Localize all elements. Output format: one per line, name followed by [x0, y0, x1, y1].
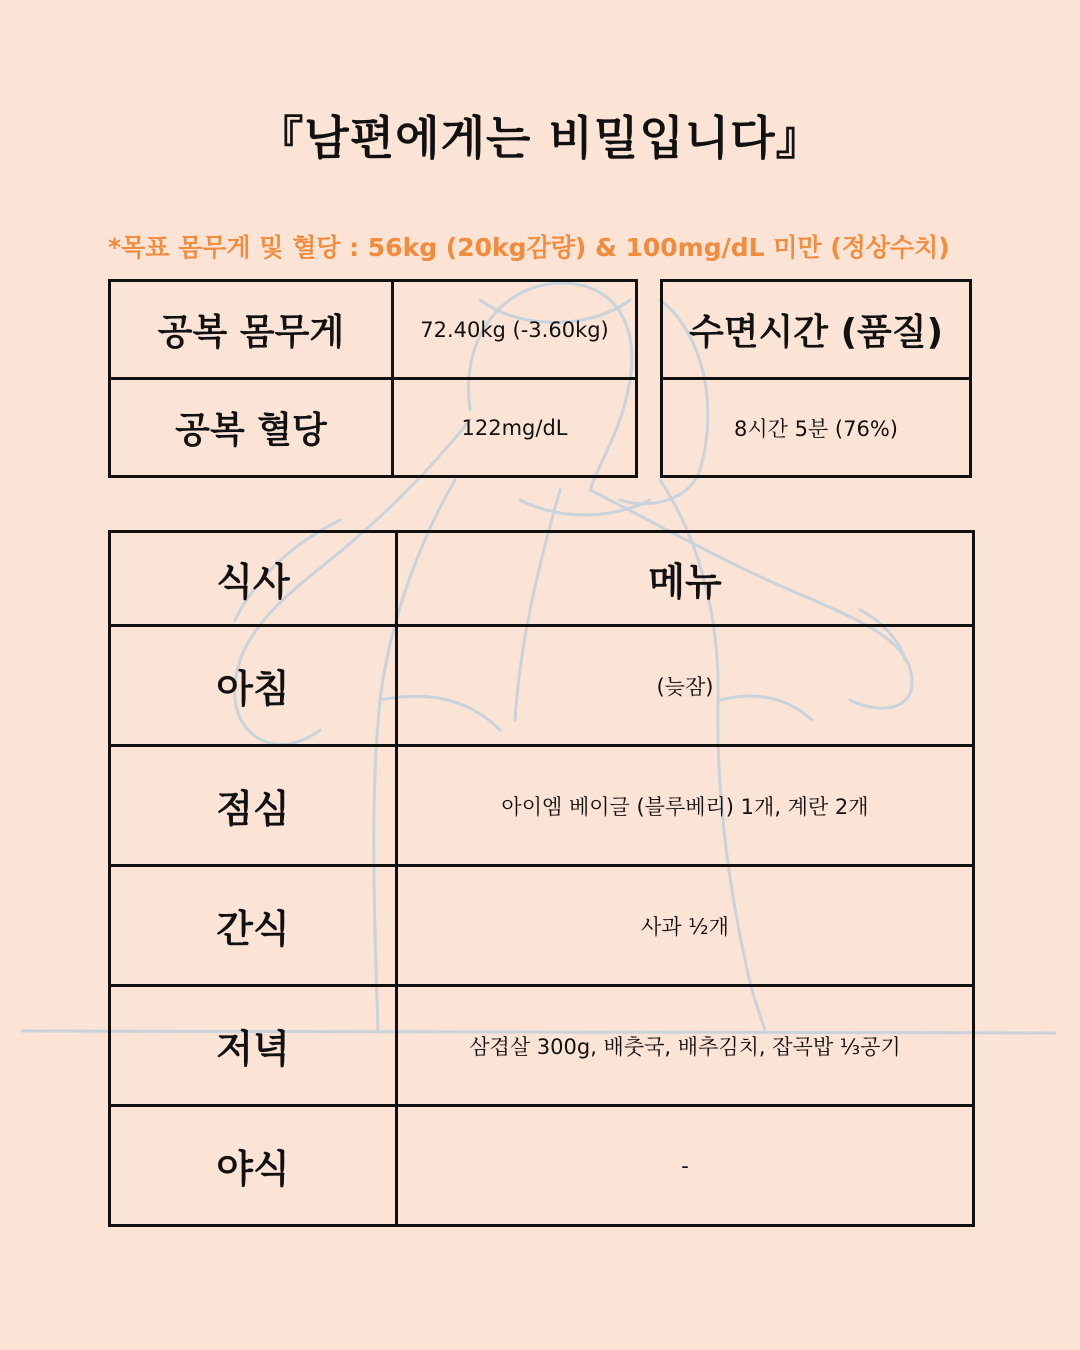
table-row — [110, 379, 637, 477]
meal-menu: 아이엠 베이글 (블루베리) 1개, 계란 2개 — [397, 746, 974, 866]
meal-menu: - — [397, 1106, 974, 1226]
meal-name: 간식 — [110, 866, 397, 986]
table-row — [662, 281, 971, 379]
menu-column-header: 메뉴 — [397, 532, 974, 626]
table-row — [110, 281, 637, 379]
meal-name: 야식 — [110, 1106, 397, 1226]
meal-column-header: 식사 — [110, 532, 397, 626]
fasting-stats-table — [108, 279, 638, 478]
table-row — [110, 1106, 974, 1226]
meal-name: 저녁 — [110, 986, 397, 1106]
sleep-label: 수면시간 (품질) — [662, 281, 971, 379]
glucose-label: 공복 혈당 — [110, 379, 393, 477]
meal-name: 아침 — [110, 626, 397, 746]
meal-menu: 사과 ½개 — [397, 866, 974, 986]
goal-note: *목표 몸무게 및 혈당 : 56kg (20kg감량) & 100mg/dL 미만 (정상수치) — [108, 233, 950, 262]
table-row — [110, 986, 974, 1106]
table-row — [110, 626, 974, 746]
meal-table — [108, 530, 975, 1227]
sleep-value: 8시간 5분 (76%) — [662, 379, 971, 477]
weight-label: 공복 몸무게 — [110, 281, 393, 379]
table-row — [110, 746, 974, 866]
meal-menu: 삼겹살 300g, 배춧국, 배추김치, 잡곡밥 ⅓공기 — [397, 986, 974, 1106]
glucose-value: 122mg/dL — [393, 379, 637, 477]
table-row — [110, 866, 974, 986]
weight-value: 72.40kg (-3.60kg) — [393, 281, 637, 379]
table-row — [662, 379, 971, 477]
table-header-row — [110, 532, 974, 626]
meal-name: 점심 — [110, 746, 397, 866]
sleep-table — [660, 279, 972, 478]
page-title: 『남편에게는 비밀입니다』 — [257, 111, 823, 165]
meal-menu: (늦잠) — [397, 626, 974, 746]
